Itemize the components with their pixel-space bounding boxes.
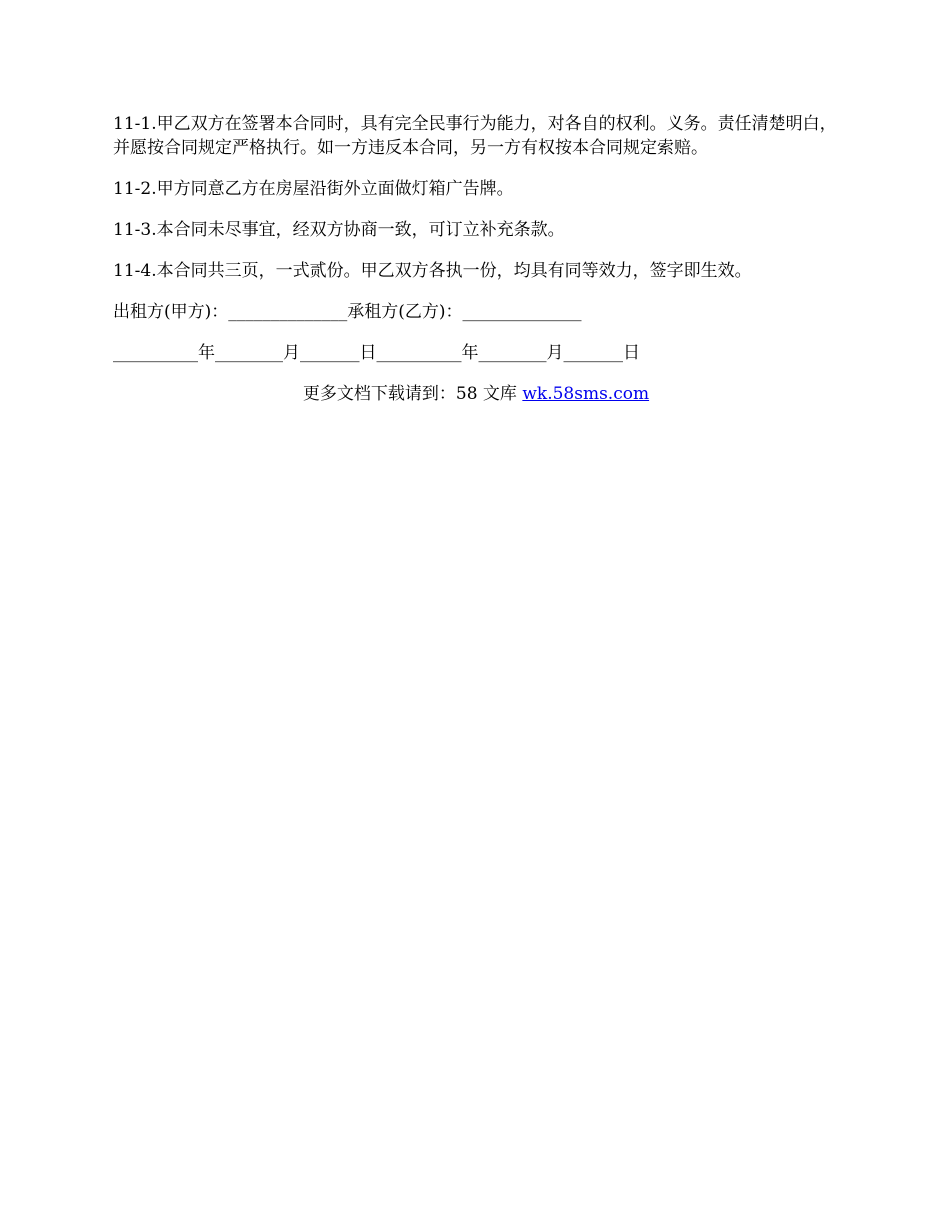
footer-prefix: 更多文档下载请到：58 文库 xyxy=(302,384,523,404)
signature-line: 出租方(甲方)：______________承租方(乙方)：______________ xyxy=(113,302,582,322)
clause-11-2: 11-2.甲方同意乙方在房屋沿街外立面做灯箱广告牌。 xyxy=(113,179,514,199)
document-page xyxy=(113,112,843,406)
clause-11-4: 11-4.本合同共三页，一式贰份。甲乙双方各执一份，均具有同等效力，签字即生效。 xyxy=(113,261,752,281)
date-line: __________年________月_______日__________年________月_______日 xyxy=(113,343,640,363)
clause-11-1: 11-1.甲乙双方在签署本合同时，具有完全民事行为能力，对各自的权利。义务。责任清楚明白，并愿按合同规定严格执行。如一方违反本合同，另一方有权按本合同规定索赔。 xyxy=(113,114,837,158)
footer-link[interactable]: wk.58sms.com xyxy=(522,384,650,404)
footer-download-note xyxy=(113,382,839,406)
clause-11-3: 11-3.本合同未尽事宜，经双方协商一致，可订立补充条款。 xyxy=(113,220,565,240)
